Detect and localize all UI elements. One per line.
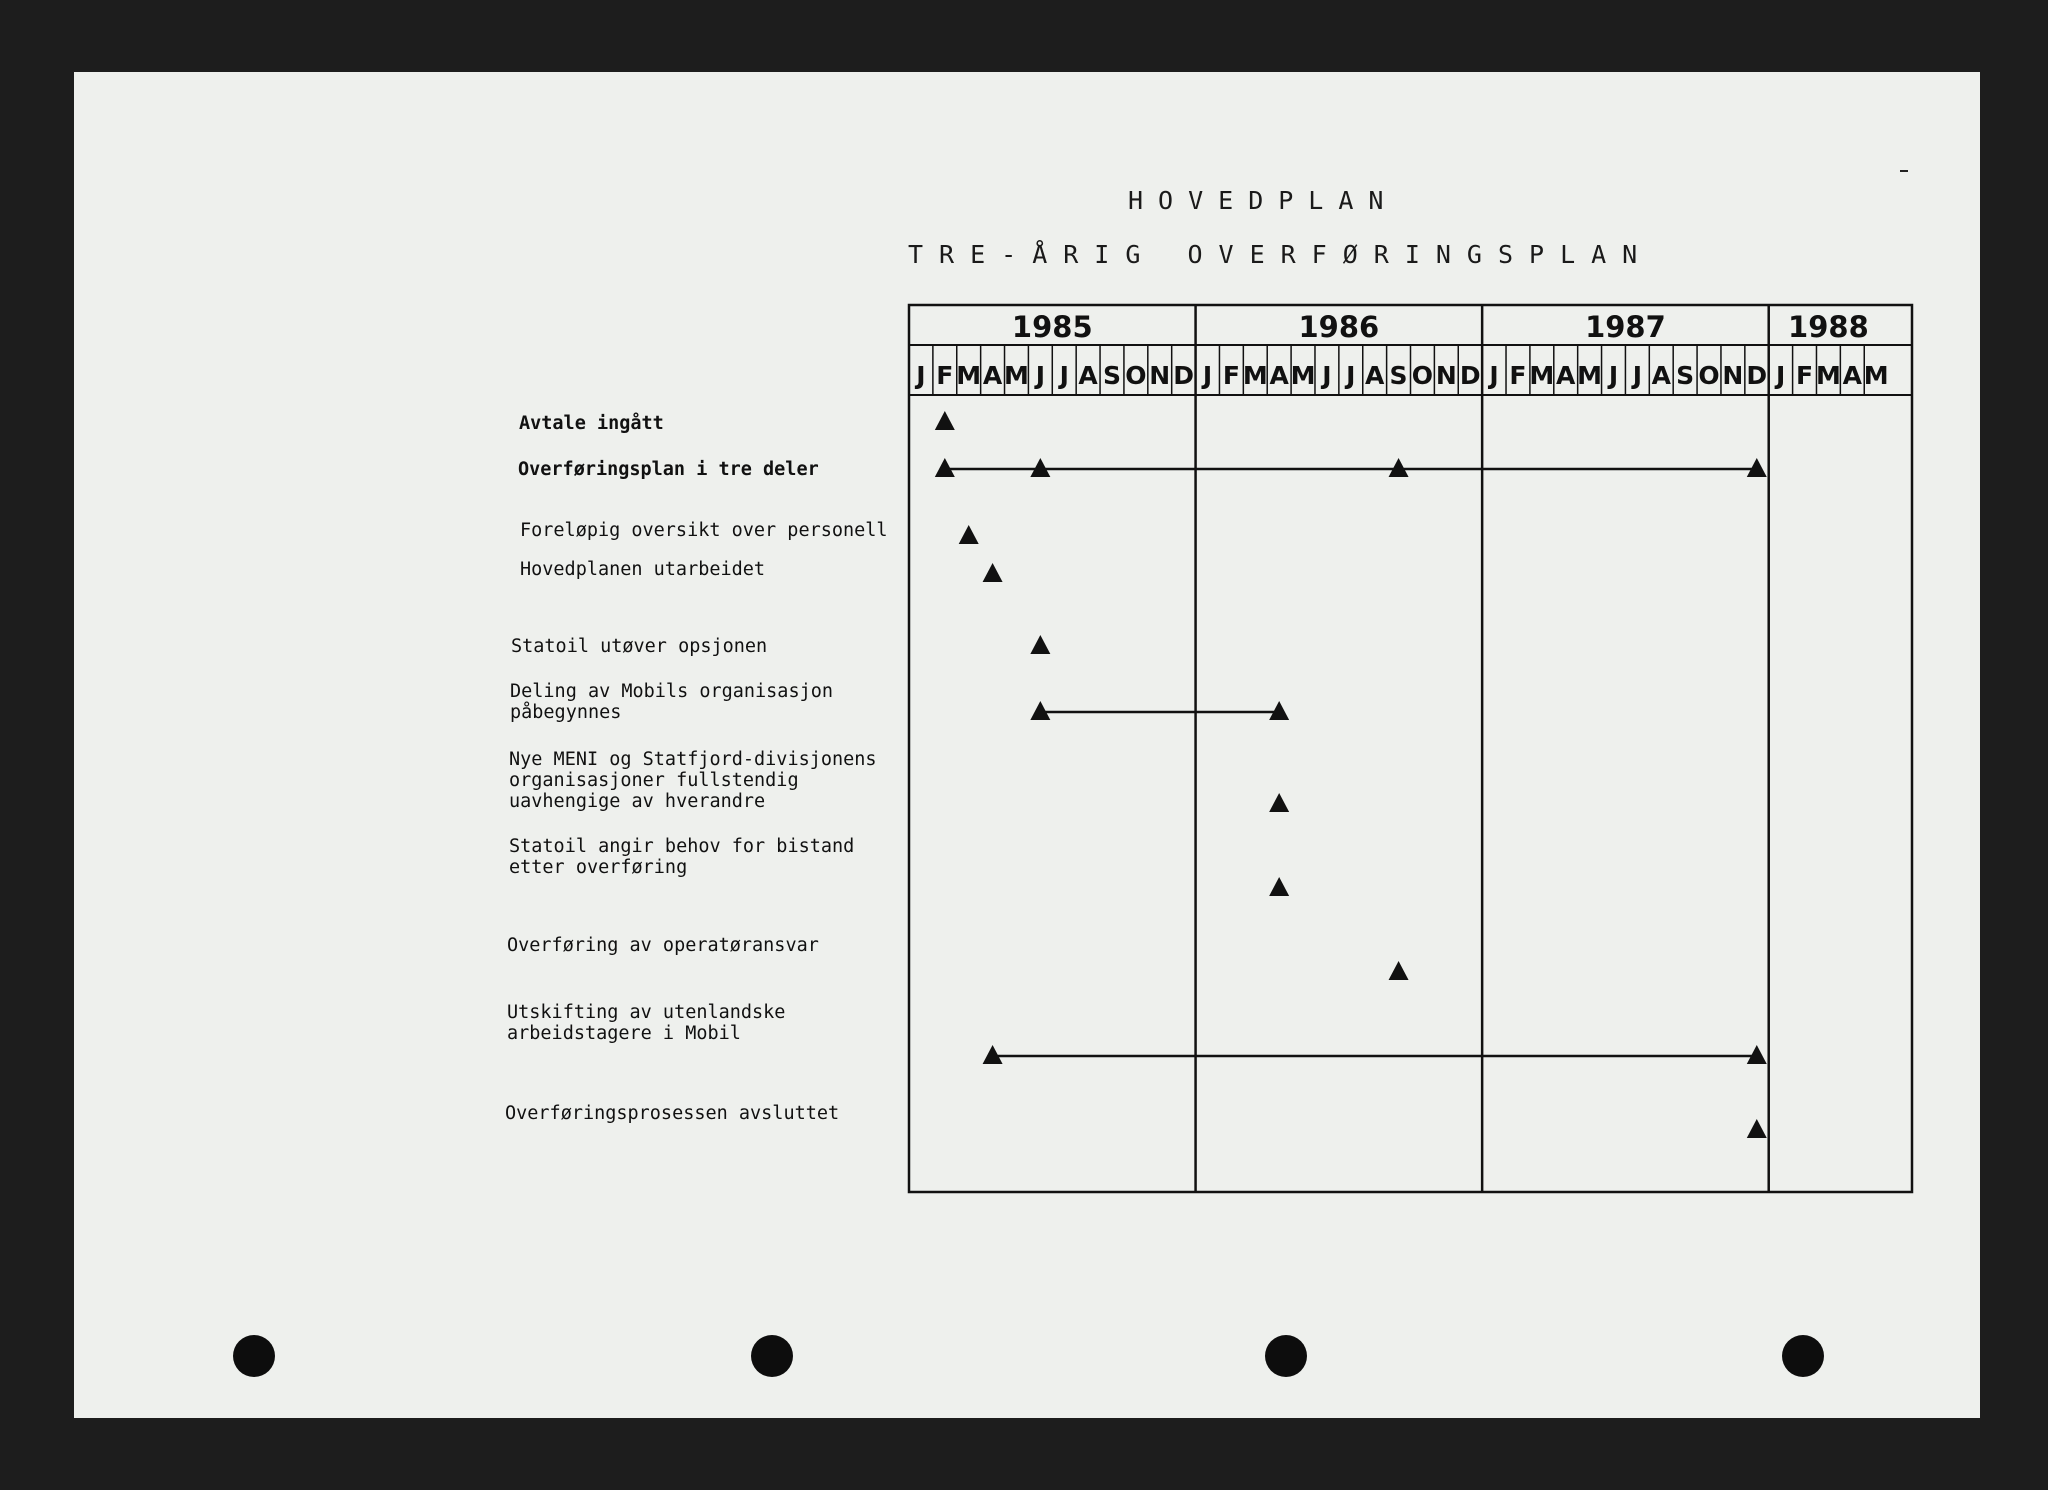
milestone-marker — [1269, 877, 1289, 896]
month-label: A — [1556, 361, 1576, 390]
milestone-marker — [983, 563, 1003, 582]
month-label: D — [1746, 361, 1768, 390]
month-label: F — [1222, 361, 1240, 390]
month-label: A — [1842, 361, 1862, 390]
month-label: O — [1698, 361, 1720, 390]
punch-hole — [233, 1335, 275, 1377]
month-label: J — [1202, 361, 1213, 390]
task-label-4: Hovedplanen utarbeidet — [520, 559, 766, 580]
milestone-marker — [1269, 701, 1289, 720]
punch-hole — [1265, 1335, 1307, 1377]
month-label: J — [1035, 361, 1046, 390]
month-label: N — [1435, 361, 1457, 390]
task-label-9: Overføring av operatøransvar — [507, 935, 819, 956]
month-label: O — [1125, 361, 1147, 390]
month-label: D — [1173, 361, 1195, 390]
punch-hole — [751, 1335, 793, 1377]
month-label: M — [1815, 361, 1841, 390]
task-label-5: Statoil utøver opsjonen — [511, 636, 768, 657]
month-label: A — [982, 361, 1003, 390]
month-label: D — [1459, 361, 1481, 390]
year-label-1988: 1988 — [1788, 310, 1869, 344]
page-subtitle: TRE-ÅRIG OVERFØRINGSPLAN — [908, 240, 1654, 269]
month-label: M — [1529, 361, 1555, 390]
month-label: F — [936, 361, 954, 390]
month-label: S — [1389, 361, 1408, 390]
month-label: F — [1509, 361, 1527, 390]
task-label-11: Overføringsprosessen avsluttet — [505, 1103, 840, 1124]
task-label-1: Avtale ingått — [519, 413, 664, 434]
milestone-marker — [1747, 1045, 1767, 1064]
month-label: J — [1059, 361, 1069, 390]
month-label: A — [1651, 361, 1671, 390]
task-label-6: Deling av Mobils organisasjon påbegynnes — [510, 681, 834, 723]
year-label-1985: 1985 — [1011, 310, 1093, 344]
page-title: HOVEDPLAN — [1128, 186, 1399, 215]
milestone-marker — [1030, 458, 1050, 477]
task-label-3: Foreløpig oversikt over personell — [520, 520, 888, 541]
month-label: J — [916, 361, 926, 390]
month-label: A — [1269, 361, 1289, 390]
month-label: J — [1346, 361, 1356, 390]
month-label: M — [1290, 361, 1316, 390]
month-label: F — [1795, 361, 1814, 390]
milestone-marker — [1389, 961, 1409, 980]
task-label-8: Statoil angir behov for bistand etter overføring — [509, 836, 855, 878]
month-label: M — [1863, 361, 1889, 390]
milestone-marker — [1030, 635, 1050, 654]
month-label: M — [956, 361, 982, 390]
milestone-marker — [1747, 1119, 1767, 1138]
month-label: M — [1004, 361, 1029, 390]
milestone-marker — [1269, 793, 1289, 812]
milestone-marker — [983, 1045, 1003, 1064]
milestone-marker — [935, 411, 955, 430]
month-label: N — [1722, 361, 1744, 390]
month-label: J — [1322, 361, 1332, 390]
month-label: O — [1411, 361, 1434, 390]
month-label: A — [1078, 361, 1098, 390]
milestone-marker — [959, 525, 979, 544]
task-label-10: Utskifting av utenlandske arbeidstagere i Mobil — [507, 1002, 786, 1044]
milestone-marker — [1030, 701, 1050, 720]
month-label: J — [1489, 361, 1499, 390]
milestone-marker — [1747, 458, 1767, 477]
month-label: M — [1242, 361, 1268, 390]
month-label: S — [1676, 361, 1695, 390]
month-label: N — [1149, 361, 1171, 390]
task-label-7: Nye MENI og Statfjord-divisjonens organisasjoner fullstendig uavhengige av hverandre — [509, 749, 877, 812]
milestone-marker — [935, 458, 955, 477]
month-label: S — [1102, 361, 1121, 390]
punch-hole — [1782, 1335, 1824, 1377]
task-label-2: Overføringsplan i tre deler — [518, 459, 819, 480]
month-label: J — [1608, 361, 1619, 390]
month-label: J — [1775, 361, 1786, 390]
month-label: J — [1632, 361, 1643, 390]
month-label: A — [1364, 361, 1385, 390]
milestone-marker — [1389, 458, 1409, 477]
month-label: M — [1577, 361, 1603, 390]
year-label-1987: 1987 — [1585, 310, 1666, 344]
year-label-1986: 1986 — [1298, 310, 1380, 344]
